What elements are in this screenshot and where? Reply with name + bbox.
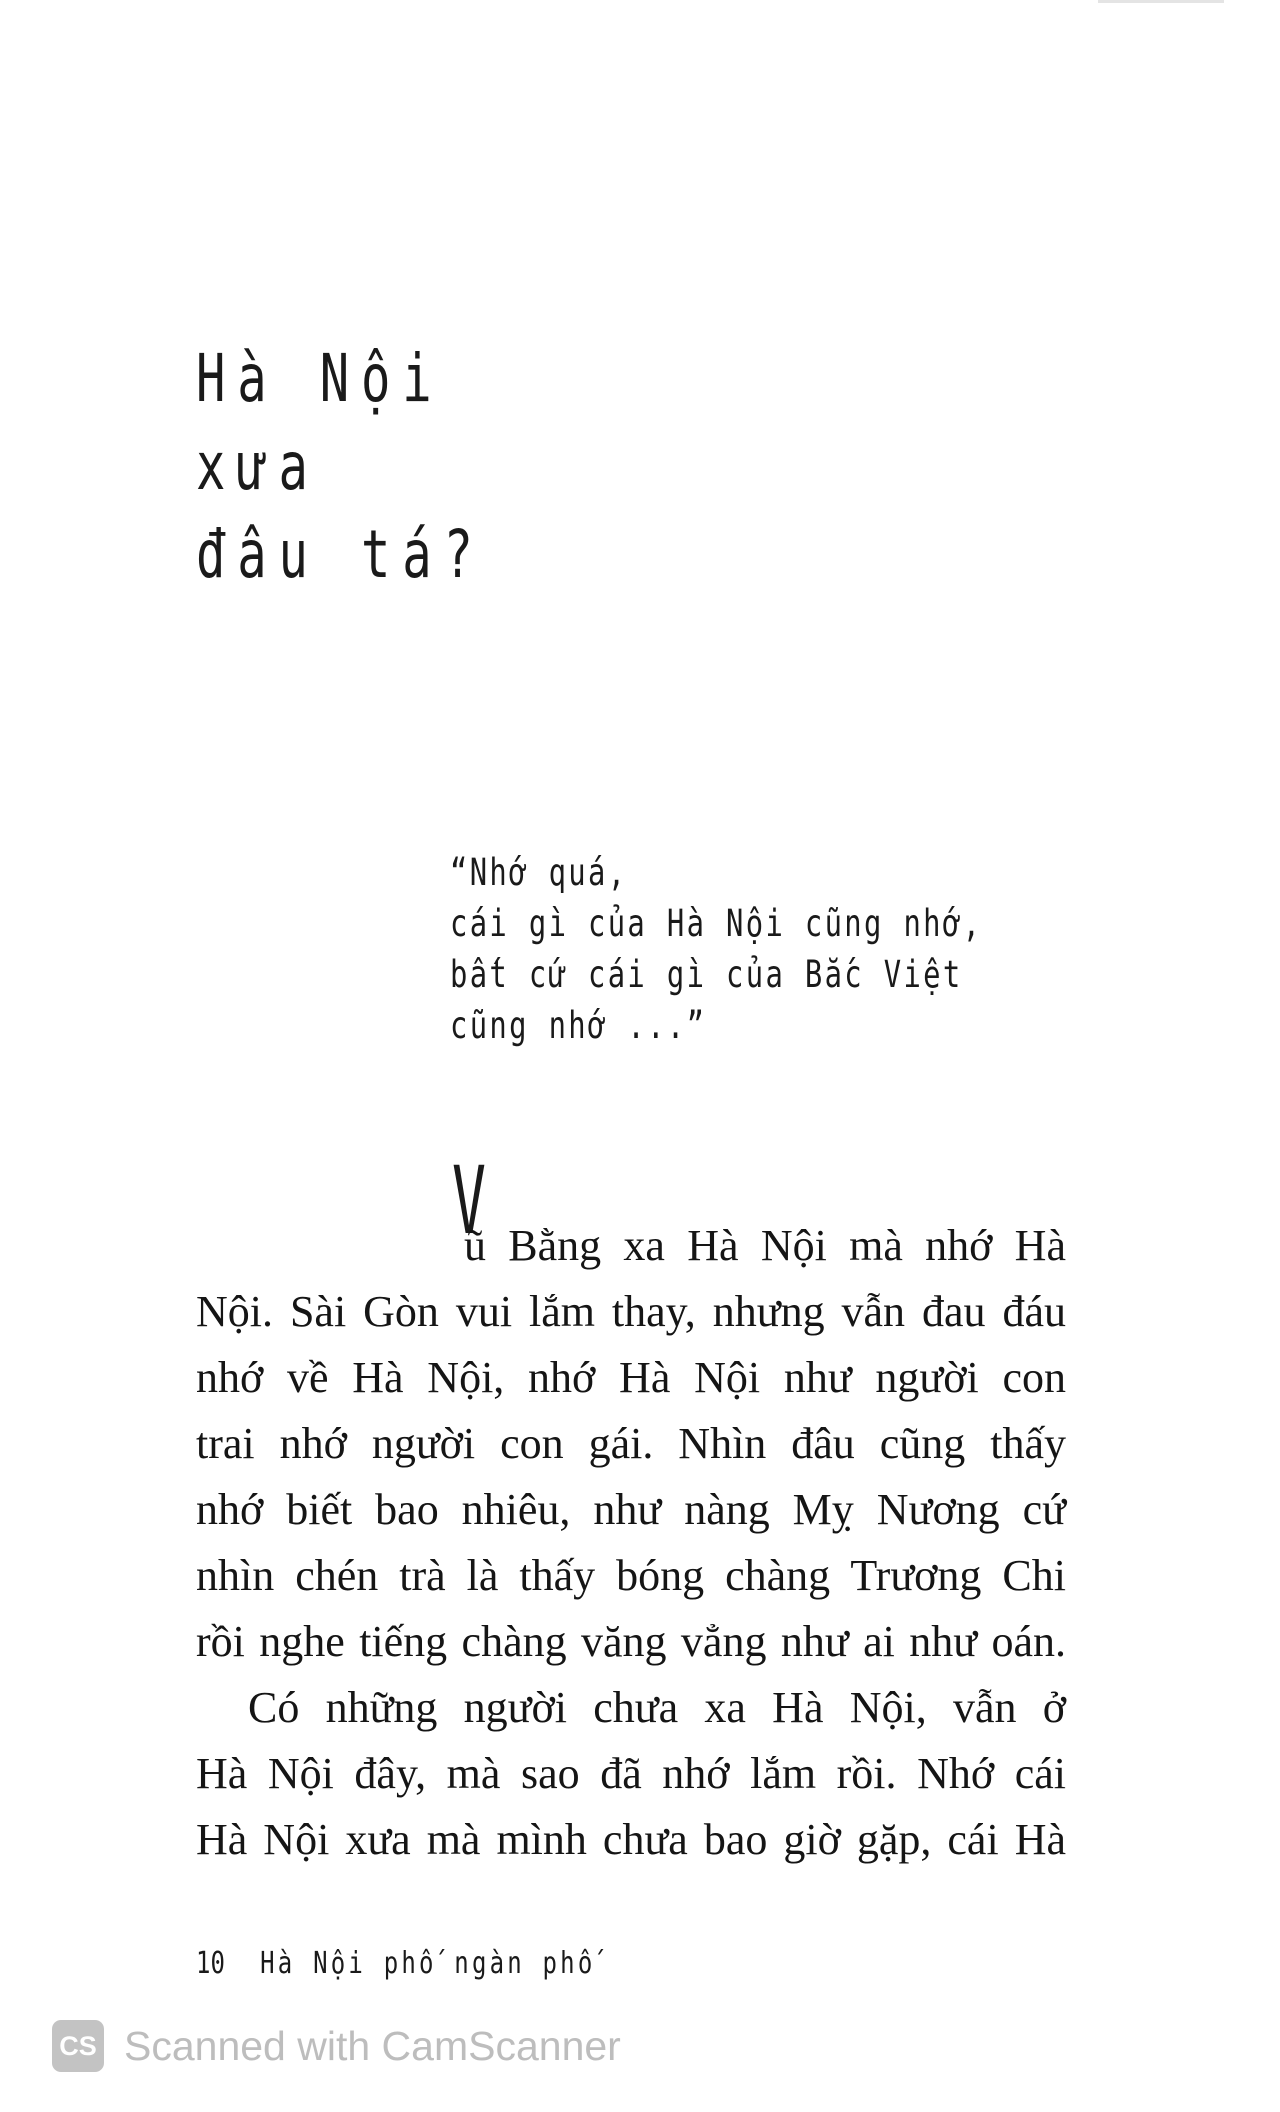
page-footer	[196, 1944, 595, 1984]
watermark-text: Scanned with CamScanner	[124, 2022, 621, 2069]
camscanner-logo-icon: CS	[52, 2020, 104, 2072]
body-line-1: ũ Bằng xa Hà Nội mà nhớ Hà	[464, 1221, 1066, 1270]
body-line-10: Hà Nội xưa mà mình chưa bao giờ gặp, cái Hà	[196, 1815, 1066, 1864]
body-line-5: nhớ biết bao nhiêu, như nàng Mỵ Nương cứ	[196, 1485, 1066, 1534]
body-line-3: nhớ về Hà Nội, nhớ Hà Nội như người con	[196, 1353, 1066, 1402]
body-line-6: nhìn chén trà là thấy bóng chàng Trương Chi	[196, 1551, 1066, 1600]
body-paragraphs	[196, 1213, 1066, 1873]
body-line-9: Hà Nội đây, mà sao đã nhớ lắm rồi. Nhớ cái	[196, 1749, 1066, 1798]
body-line-4: trai nhớ người con gái. Nhìn đâu cũng thấy	[196, 1419, 1066, 1468]
chapter-title-line-2: xưa	[196, 428, 320, 505]
chapter-title	[196, 335, 485, 599]
body-line-7: rồi nghe tiếng chàng văng vẳng như ai như oán.	[196, 1617, 1066, 1666]
epigraph-quote	[450, 847, 982, 1051]
epigraph-line-3: bất cứ cái gì của Bắc Việt	[450, 953, 963, 996]
chapter-title-line-3: đâu tá?	[196, 516, 485, 593]
camscanner-watermark	[52, 2016, 621, 2076]
body-line-8: Có những người chưa xa Hà Nội, vẫn ở	[248, 1683, 1066, 1732]
chapter-title-line-1: Hà Nội	[196, 340, 444, 417]
epigraph-line-4: cũng nhớ ...”	[450, 1004, 707, 1047]
running-book-title: Hà Nội phố ngàn phố	[260, 1946, 596, 1981]
drop-cap-letter: V	[452, 1147, 486, 1256]
epigraph-line-1: “Nhớ quá,	[450, 851, 628, 894]
scan-edge-mark	[1098, 0, 1224, 3]
epigraph-line-2: cái gì của Hà Nội cũng nhớ,	[450, 902, 983, 945]
page-number: 10	[196, 1946, 225, 1981]
body-line-2: Nội. Sài Gòn vui lắm thay, nhưng vẫn đau đáu	[196, 1287, 1066, 1336]
